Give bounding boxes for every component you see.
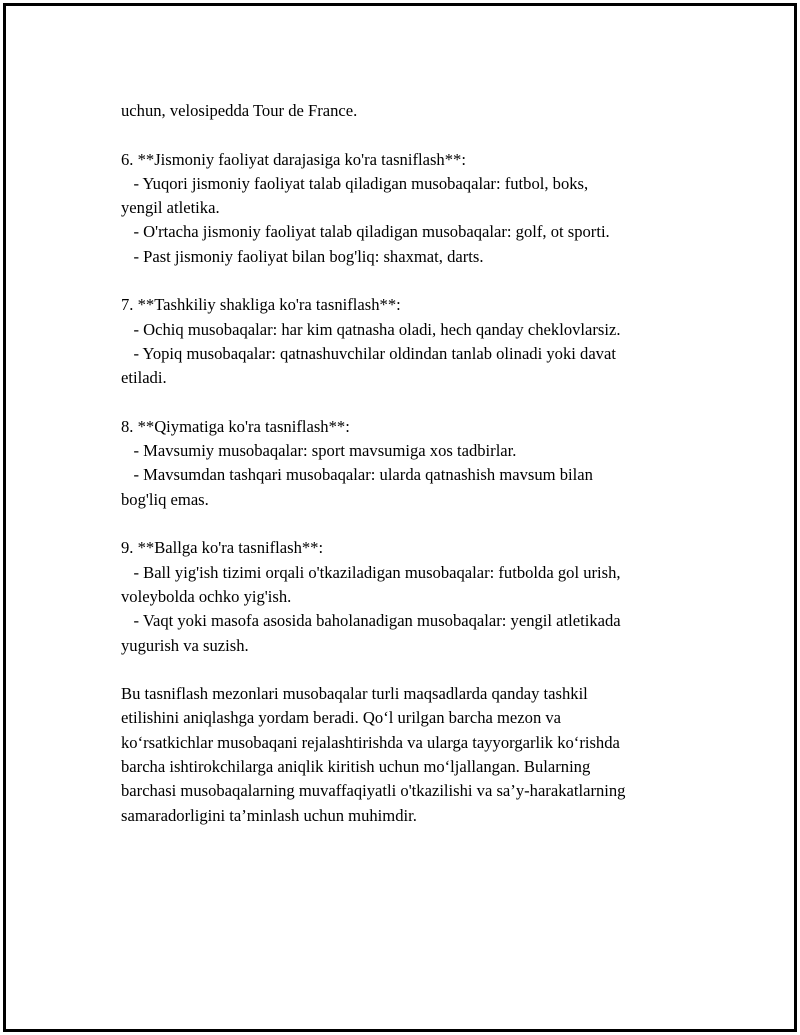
section-line: - Yopiq musobaqalar: qatnashuvchilar oldindan tanlab olinadi yoki davat [121,343,616,363]
section-heading: 7. **Tashkiliy shakliga ko'ra tasniflash**: [121,295,401,315]
paragraph-gap [121,512,691,536]
section-line: - Past jismoniy faoliyat bilan bog'liq: shaxmat, darts. [121,246,484,266]
conclusion-line: Bu tasniflash mezonlari musobaqalar turli maqsadlarda qanday tashkil [121,684,588,704]
section-line: - O'rtacha jismoniy faoliyat talab qiladigan musobaqalar: golf, ot sporti. [121,222,610,242]
intro-line: uchun, velosipedda Tour de France. [121,101,358,120]
section-line: bog'liq emas. [121,489,209,509]
section-line: - Mavsumdan tashqari musobaqalar: ularda qatnashish mavsum bilan [121,465,593,485]
conclusion-line: etilishini aniqlashga yordam beradi. Qo‘l urilgan barcha mezon va [121,708,562,728]
conclusion-line: barchasi musobaqalarning muvaffaqiyatli o'tkazilishi va sa’y-harakatlarning [121,781,626,801]
section-line: - Yuqori jismoniy faoliyat talab qiladigan musobaqalar: futbol, boks, [121,173,589,193]
section-line: yengil atletika. [121,198,220,218]
conclusion-line: samaradorligini ta’minlash uchun muhimdir. [121,805,417,825]
document-body [121,99,691,828]
page-frame [3,3,797,1032]
section-line: - Mavsumiy musobaqalar: sport mavsumiga xos tadbirlar. [121,441,517,461]
paragraph-gap [121,391,691,415]
section-line: yugurish va suzish. [121,635,249,655]
section-heading: 9. **Ballga ko'ra tasniflash**: [121,538,324,558]
paragraph-gap [121,658,691,682]
conclusion-line: barcha ishtirokchilarga aniqlik kiritish uchun mo‘ljallangan. Bularning [121,757,591,777]
paragraph-gap [121,123,691,147]
section-line: voleybolda ochko yig'ish. [121,586,292,606]
section-line: - Ball yig'ish tizimi orqali o'tkaziladigan musobaqalar: futbolda gol urish, [121,562,621,582]
section-line: etiladi. [121,368,167,388]
paragraph-gap [121,269,691,293]
conclusion-line: ko‘rsatkichlar musobaqani rejalashtirishda va ularga tayyorgarlik ko‘rishda [121,732,620,752]
section-heading: 8. **Qiymatiga ko'ra tasniflash**: [121,416,350,436]
section-line: - Vaqt yoki masofa asosida baholanadigan musobaqalar: yengil atletikada [121,611,621,631]
section-heading: 6. **Jismoniy faoliyat darajasiga ko'ra tasniflash**: [121,149,466,169]
section-line: - Ochiq musobaqalar: har kim qatnasha oladi, hech qanday cheklovlarsiz. [121,319,621,339]
